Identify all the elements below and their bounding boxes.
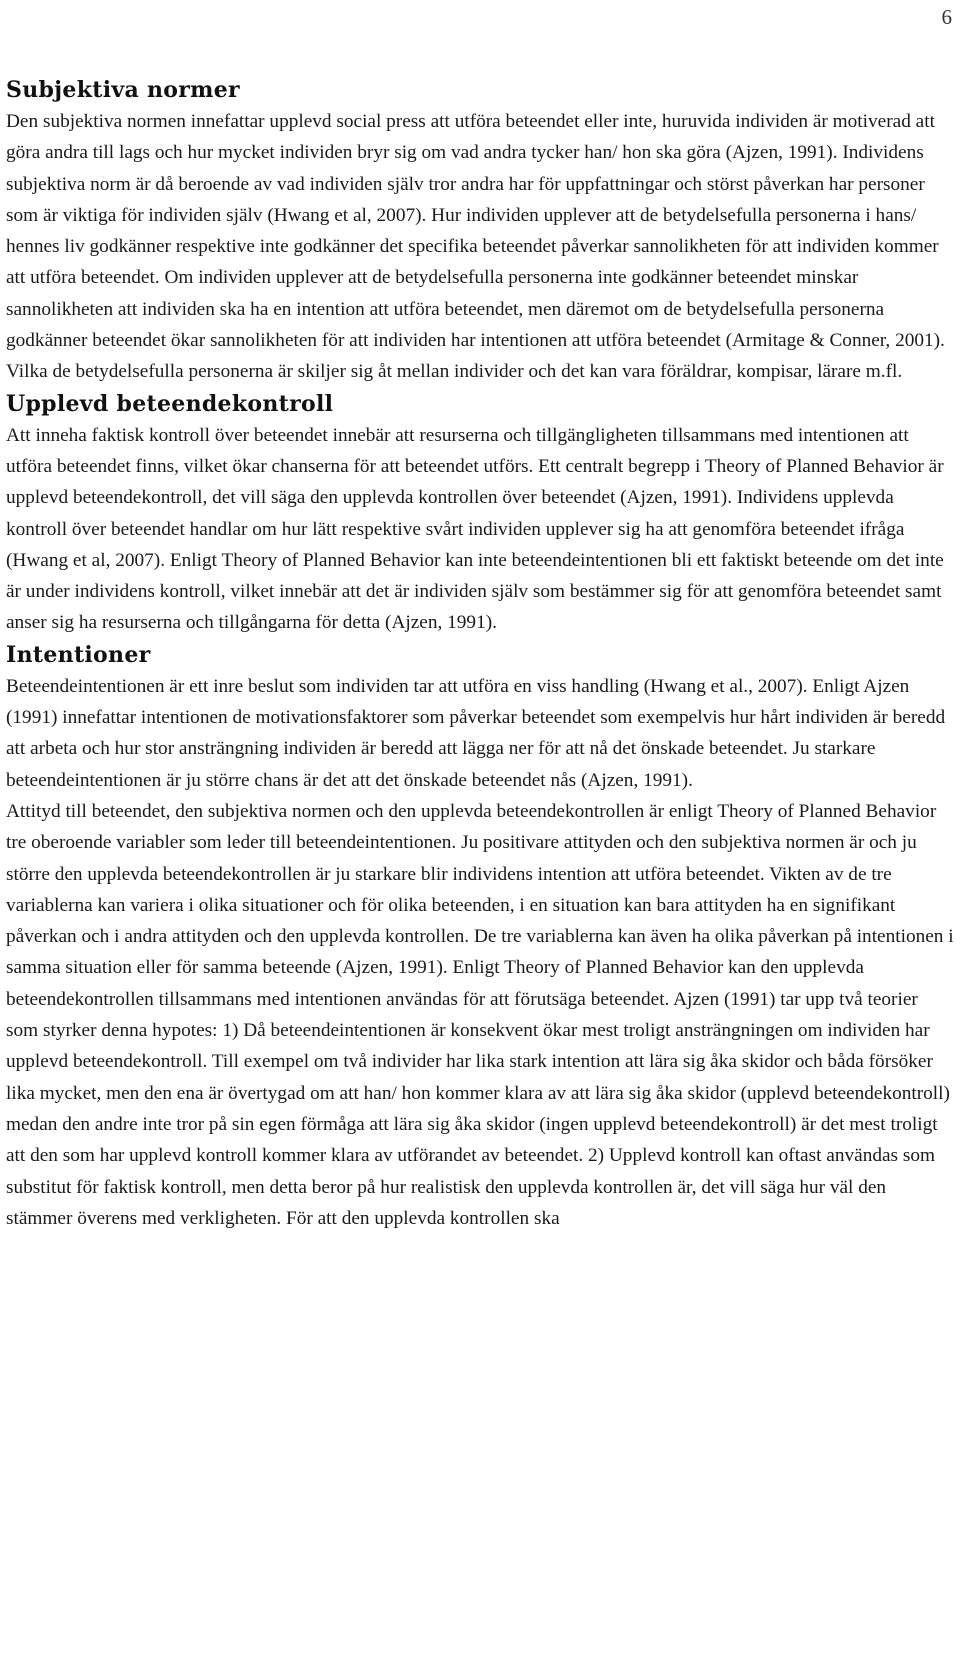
paragraph-upplevd-beteendekontroll: Att inneha faktisk kontroll över beteendet innebär att resurserna och tillgängligheten tillsammans med intentionen att utföra beteendet finns, vilket ökar chanserna för att beteendet utförs. Ett centralt begrepp i Theory of Planned Behavior är upplevd beteendekontroll, det vill säga den upplevda kontrollen över beteendet (Ajzen, 1991). Individens upplevda kontroll över beteendet handlar om hur lätt respektive svårt individen upplever sig ha att genomföra beteendet ifråga (Hwang et al, 2007). Enligt Theory of Planned Behavior kan inte beteendeintentionen bli ett faktiskt beteende om det inte är under individens kontroll, vilket innebär att det är individen själv som bestämmer sig för att genomföra beteendet samt anser sig ha resurserna och tillgångarna för detta (Ajzen, 1991). [6, 424, 944, 634]
section-heading-upplevd-beteendekontroll: Upplevd beteendekontroll [6, 390, 334, 417]
document-body [6, 74, 954, 1234]
section-heading-intentioner: Intentioner [6, 641, 151, 668]
page-number: 6 [941, 5, 952, 29]
section-heading-subjektiva-normer: Subjektiva normer [6, 77, 240, 103]
paragraph-subjektiva-normer: Den subjektiva normen innefattar upplevd social press att utföra beteendet eller inte, huruvida individen är motiverad att göra andra till lags och hur mycket individen bryr sig om vad andra tycker han/ hon ska göra (Ajzen, 1991). Individens subjektiva norm är då beroende av vad individen själv tror andra har för uppfattningar och störst påverkan har personer som är viktiga för individen själv (Hwang et al, 2007). Hur individen upplever att de betydelsefulla personerna i hans/ hennes liv godkänner respektive inte godkänner det specifika beteendet påverkar sannolikheten för att individen kommer att utföra beteendet. Om individen upplever att de betydelsefulla personerna inte godkänner beteendet minskar sannolikheten att individen ska ha en intention att utföra beteendet, men däremot om de betydelsefulla personerna godkänner beteendet ökar sannolikheten för att individen har intentionen att utföra beteendet (Armitage & Conner, 2001). Vilka de betydelsefulla personerna är skiljer sig åt mellan individer och det kan vara föräldrar, kompisar, lärare m.fl. [6, 111, 945, 383]
paragraph-intentioner-1: Beteendeintentionen är ett inre beslut som individen tar att utföra en viss handling (Hwang et al., 2007). Enligt Ajzen (1991) innefattar intentionen de motivationsfaktorer som påverkar beteendet som exempelvis hur hårt individen är beredd att arbeta och hur stor ansträngning individen är beredd att lägga ner för att nå det önskade beteendet. Ju starkare beteendeintentionen är ju större chans är det att det önskade beteendet nås (Ajzen, 1991). [6, 675, 946, 791]
paragraph-intentioner-2: Attityd till beteendet, den subjektiva normen och den upplevda beteendekontrollen är enligt Theory of Planned Behavior tre oberoende variabler som leder till beteendeintentionen. Ju positivare attityden och den subjektiva normen är och ju större den upplevda beteendekontrollen är ju starkare blir individens intention att utföra beteendet. Vikten av de tre variablerna kan variera i olika situationer och för olika beteenden, i en situation kan bara attityden ha en signifikant påverkan och i andra attityden och den upplevda kontrollen. De tre variablerna kan även ha olika påverkan på intentionen i samma situation eller för samma beteende (Ajzen, 1991). Enligt Theory of Planned Behavior kan den upplevda beteendekontrollen tillsammans med intentionen användas för att förutsäga beteendet. Ajzen (1991) tar upp två teorier som styrker denna hypotes: 1) Då beteendeintentionen är konsekvent ökar mest troligt ansträngningen om individen har upplevd beteendekontroll. Till exempel om två individer har lika stark intention att lära sig åka skidor och båda försöker lika mycket, men den ena är övertygad om att han/ hon kommer klara av att lära sig åka skidor (upplevd beteendekontroll) medan den andre inte tror på sin egen förmåga att lära sig åka skidor (ingen upplevd beteendekontroll) är det mest troligt att den som har upplevd kontroll kommer klara av utförandet av beteendet. 2) Upplevd kontroll kan oftast användas som substitut för faktisk kontroll, men detta beror på hur realistisk den upplevda kontrollen är, det vill säga hur väl den stämmer överens med verkligheten. För att den upplevda kontrollen ska [6, 800, 954, 1229]
